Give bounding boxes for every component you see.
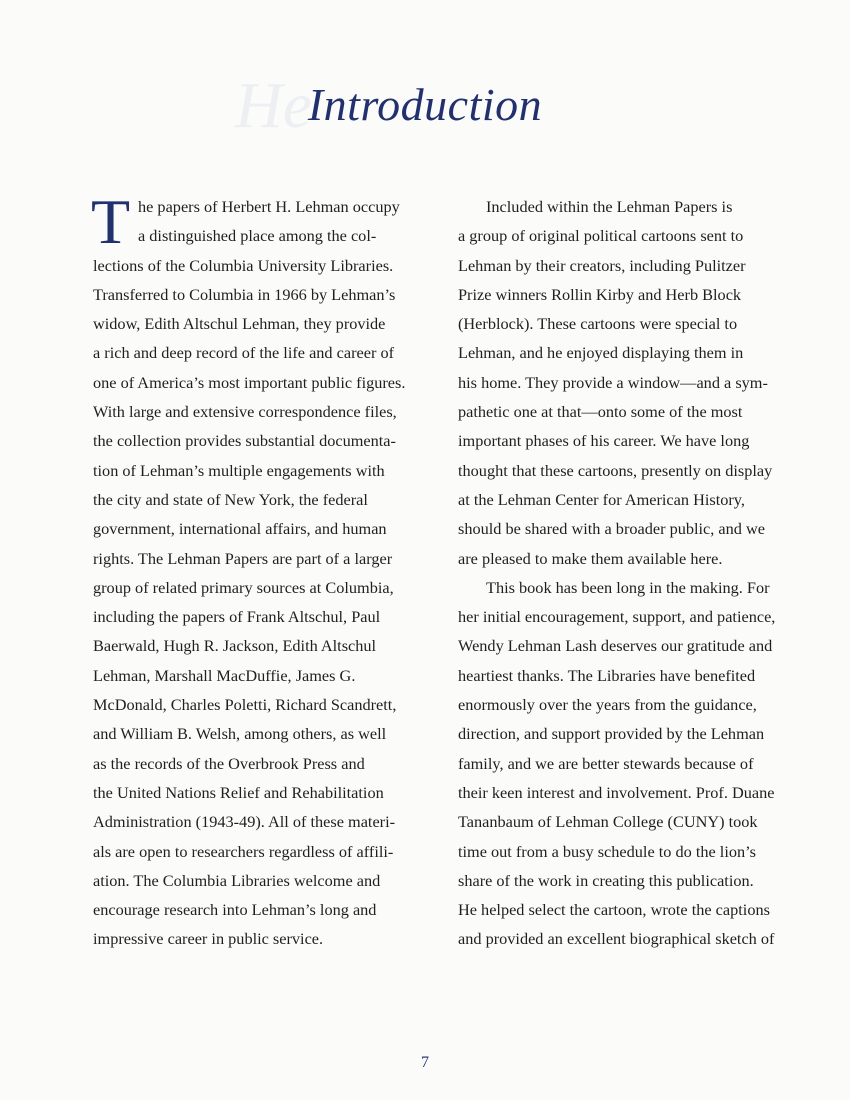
- text-line: the collection provides substantial documenta-: [93, 431, 396, 451]
- page-title: Introduction: [307, 79, 543, 130]
- text-line: encourage research into Lehman’s long and: [93, 900, 377, 920]
- text-line: a distinguished place among the col-: [138, 226, 377, 246]
- text-line: important phases of his career. We have long: [458, 431, 750, 451]
- drop-cap: T: [91, 186, 131, 257]
- text-line: ation. The Columbia Libraries welcome and: [93, 870, 381, 890]
- text-line: as the records of the Overbrook Press and: [93, 753, 365, 773]
- text-line: Prize winners Rollin Kirby and Herb Block: [458, 284, 742, 304]
- text-line: one of America’s most important public figures.: [93, 372, 406, 392]
- text-line: lections of the Columbia University Libraries.: [93, 255, 394, 275]
- text-line: Lehman, and he enjoyed displaying them in: [458, 343, 744, 363]
- text-line: including the papers of Frank Altschul, Paul: [93, 607, 381, 627]
- text-line: He helped select the cartoon, wrote the captions: [458, 900, 770, 920]
- text-line: With large and extensive correspondence files,: [93, 402, 397, 422]
- text-line: are pleased to make them available here.: [458, 548, 723, 568]
- text-line: rights. The Lehman Papers are part of a larger: [93, 548, 393, 568]
- text-line: tion of Lehman’s multiple engagements with: [93, 460, 385, 480]
- text-line: Administration (1943-49). All of these materi-: [93, 812, 396, 832]
- text-line: family, and we are better stewards because of: [458, 753, 754, 773]
- text-line: pathetic one at that—onto some of the most: [458, 402, 743, 422]
- text-line: the United Nations Relief and Rehabilitation: [93, 782, 384, 802]
- text-line: direction, and support provided by the Lehman: [458, 724, 765, 744]
- right-column: [458, 192, 803, 954]
- text-line: and William B. Welsh, among others, as well: [93, 724, 387, 744]
- text-line: at the Lehman Center for American History,: [458, 489, 745, 509]
- text-line: he papers of Herbert H. Lehman occupy: [138, 197, 400, 216]
- text-line: (Herblock). These cartoons were special to: [458, 314, 738, 334]
- bleed-through-decoration: He: [235, 69, 312, 142]
- text-line: Tananbaum of Lehman College (CUNY) took: [458, 812, 758, 832]
- text-line: als are open to researchers regardless of affili-: [93, 841, 394, 861]
- text-line: government, international affairs, and human: [93, 519, 387, 539]
- text-line: Transferred to Columbia in 1966 by Lehman’s: [93, 284, 396, 304]
- text-line: This book has been long in the making. For: [486, 577, 770, 597]
- text-line: his home. They provide a window—and a sym-: [458, 372, 768, 392]
- text-line: time out from a busy schedule to do the lion’s: [458, 841, 756, 861]
- text-line: share of the work in creating this publication.: [458, 870, 754, 890]
- text-line: the city and state of New York, the federal: [93, 489, 368, 509]
- text-line: and provided an excellent biographical sketch of: [458, 929, 775, 949]
- text-line: group of related primary sources at Columbia,: [93, 577, 394, 597]
- text-line: widow, Edith Altschul Lehman, they provide: [93, 314, 386, 334]
- text-line: Baerwald, Hugh R. Jackson, Edith Altschul: [93, 636, 377, 656]
- text-line: Included within the Lehman Papers is: [486, 197, 733, 216]
- text-line: her initial encouragement, support, and patience,: [458, 607, 776, 627]
- text-line: should be shared with a broader public, and we: [458, 519, 765, 539]
- text-line: a group of original political cartoons sent to: [458, 226, 744, 246]
- left-column: [91, 186, 438, 954]
- text-line: Wendy Lehman Lash deserves our gratitude and: [458, 636, 773, 656]
- text-line: a rich and deep record of the life and career of: [93, 343, 395, 363]
- page-number: 7: [421, 1054, 429, 1071]
- text-line: enormously over the years from the guidance,: [458, 695, 757, 715]
- text-line: impressive career in public service.: [93, 929, 324, 949]
- text-line: Lehman by their creators, including Pulitzer: [458, 255, 746, 275]
- text-line: their keen interest and involvement. Prof. Duane: [458, 782, 775, 802]
- text-line: thought that these cartoons, presently on display: [458, 460, 773, 480]
- text-line: Lehman, Marshall MacDuffie, James G.: [93, 665, 356, 685]
- text-line: McDonald, Charles Poletti, Richard Scandrett,: [93, 695, 397, 715]
- text-line: heartiest thanks. The Libraries have benefited: [458, 665, 756, 685]
